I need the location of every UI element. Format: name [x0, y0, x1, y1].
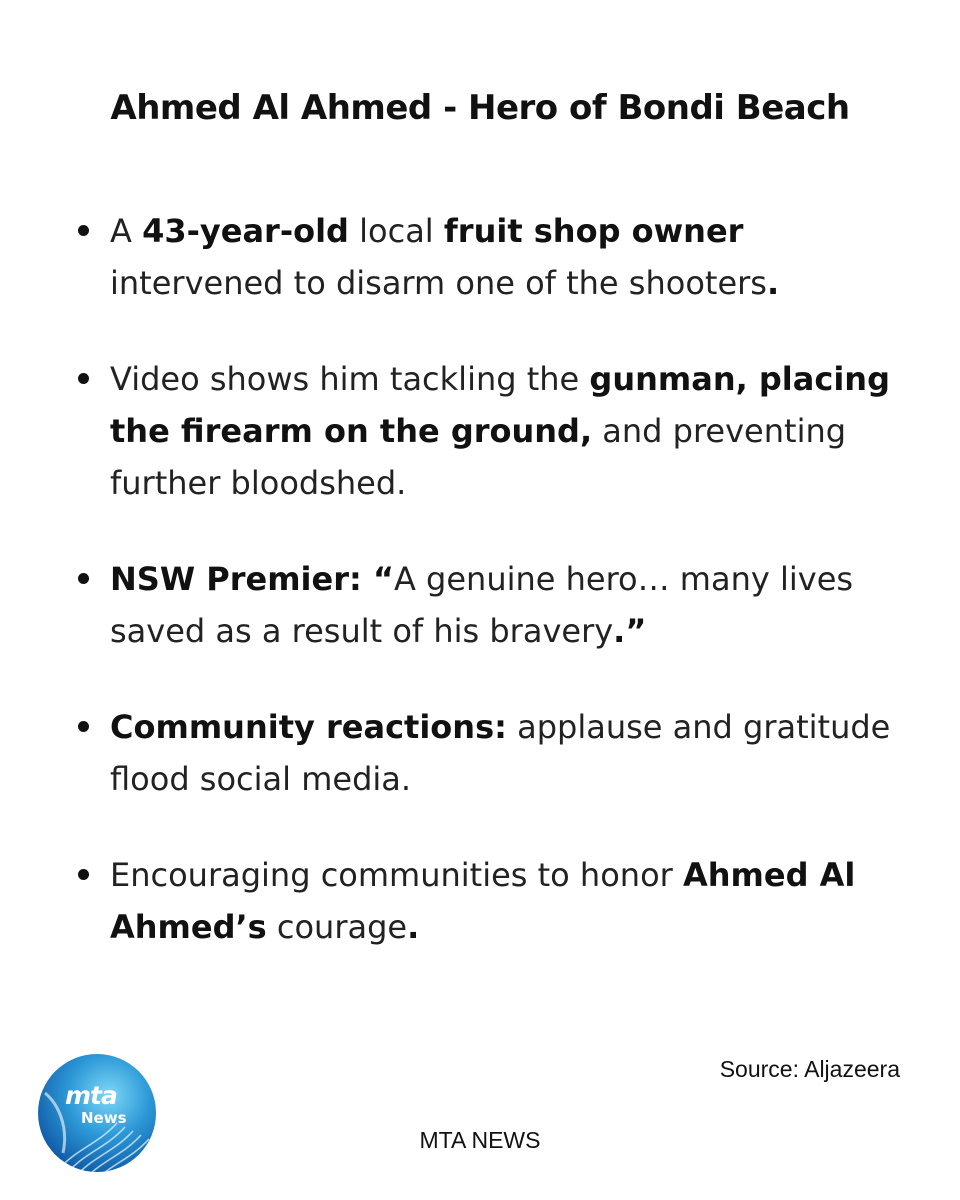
- bold-text: gunman, placing the firearm on the ground,: [110, 360, 890, 450]
- logo-text-mta: mta: [65, 1081, 117, 1110]
- bold-text: 43-year-old: [142, 212, 349, 250]
- bullet-point: [110, 353, 910, 509]
- bullet-point: [110, 701, 910, 805]
- bold-text: NSW Premier: “: [110, 560, 394, 598]
- bold-text: Ahmed Al Ahmed’s: [110, 856, 856, 946]
- bullet-dot-icon: [78, 373, 89, 384]
- text-segment: applause and gratitude flood social media.: [110, 708, 891, 798]
- source-credit: Source: Aljazeera: [719, 1056, 900, 1082]
- text-segment: local: [348, 212, 444, 250]
- footer-brand: MTA NEWS: [419, 1127, 541, 1153]
- page-title: Ahmed Al Ahmed - Hero of Bondi Beach: [110, 88, 850, 128]
- text-segment: A genuine hero… many lives saved as a result of his bravery: [110, 560, 854, 650]
- text-segment: courage: [266, 908, 408, 946]
- text-segment: and preventing further bloodshed.: [110, 412, 847, 502]
- bullet-point: [110, 553, 910, 657]
- bullet-point: [110, 849, 910, 953]
- text-segment: Encouraging communities to honor: [110, 856, 683, 894]
- bullet-dot-icon: [78, 869, 89, 880]
- bullet-dot-icon: [78, 721, 89, 732]
- bold-text: fruit shop owner: [443, 212, 744, 250]
- bold-text: .”: [613, 612, 647, 650]
- bullet-list: [110, 205, 910, 997]
- text-segment: A: [110, 212, 143, 250]
- bullet-dot-icon: [78, 573, 89, 584]
- bold-text: .: [407, 908, 420, 946]
- mta-news-logo: [37, 1053, 157, 1173]
- logo-text-news: News: [81, 1109, 127, 1127]
- bullet-dot-icon: [78, 225, 89, 236]
- text-segment: intervened to disarm one of the shooters: [110, 264, 767, 302]
- text-segment: Video shows him tackling the: [110, 360, 590, 398]
- bullet-point: [110, 205, 910, 309]
- bold-text: .: [766, 264, 780, 302]
- bold-text: Community reactions:: [110, 708, 507, 746]
